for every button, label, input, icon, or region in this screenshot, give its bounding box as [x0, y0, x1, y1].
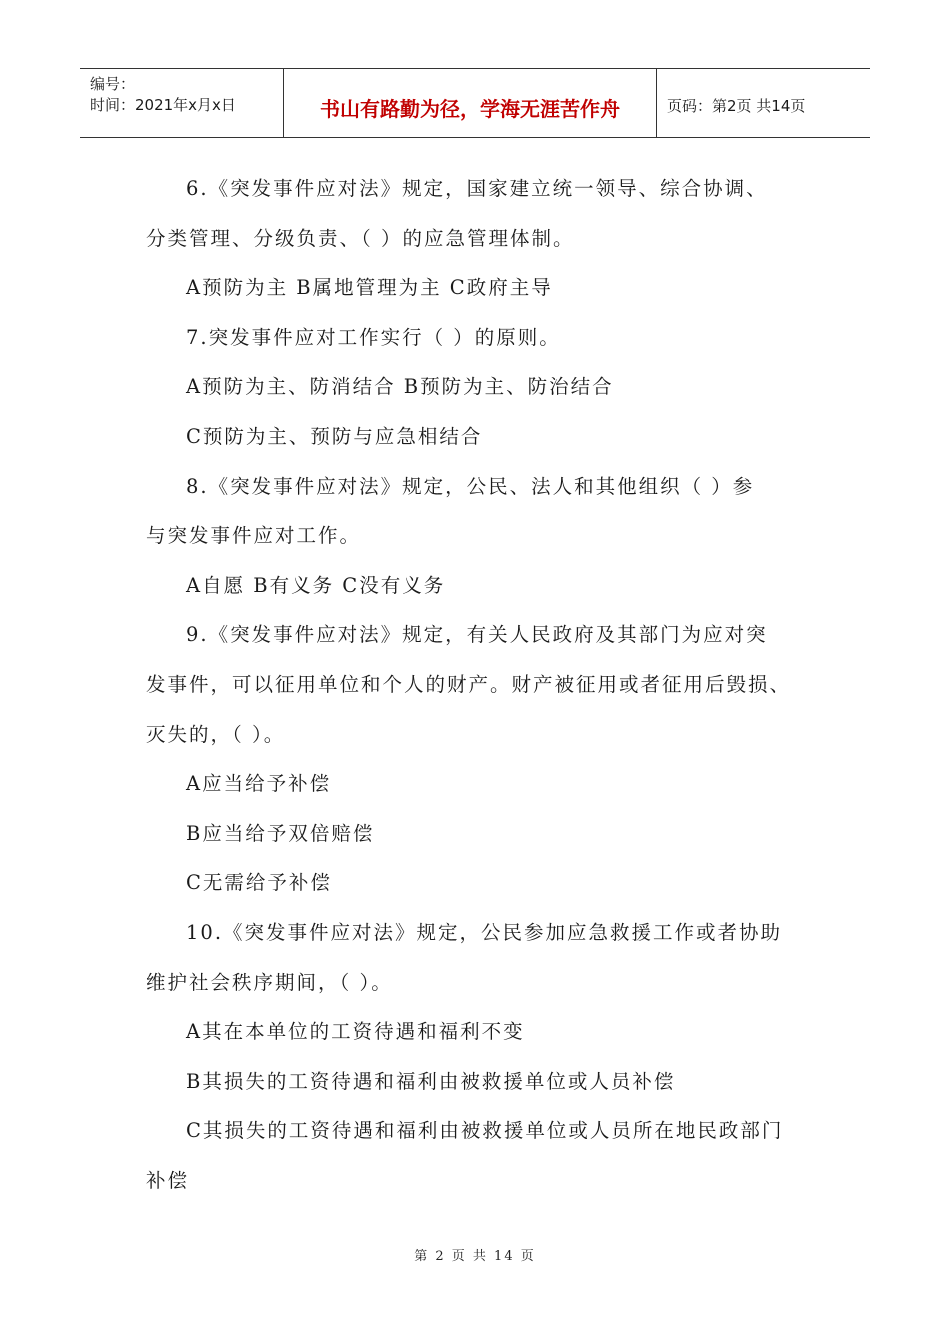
text-line: 补偿	[146, 1168, 190, 1192]
text-line: 6.《突发事件应对法》规定，国家建立统一领导、综合协调、	[186, 177, 768, 200]
text-line: A应当给予补偿	[186, 772, 332, 796]
text-line: A自愿 B有义务 C没有义务	[186, 573, 446, 597]
text-line: B应当给予双倍赔偿	[186, 821, 375, 845]
document-body	[146, 164, 826, 1205]
text-line: 发事件，可以征用单位和个人的财产。财产被征用或者征用后毁损、	[146, 672, 792, 696]
text-line: A其在本单位的工资待遇和福利不变	[186, 1020, 525, 1044]
text-line: 9.《突发事件应对法》规定，有关人民政府及其部门为应对突	[186, 623, 768, 647]
text-line: 分类管理、分级负责、（ ）的应急管理体制。	[146, 226, 575, 250]
text-line: 8.《突发事件应对法》规定，公民、法人和其他组织（ ）参	[186, 474, 755, 498]
text-line: B其损失的工资待遇和福利由被救援单位或人员补偿	[186, 1069, 676, 1093]
text-line: 灭失的，（ ）。	[146, 722, 286, 746]
header-meta	[80, 69, 283, 137]
text-line: C预防为主、预防与应急相结合	[186, 424, 483, 448]
text-line: C其损失的工资待遇和福利由被救援单位或人员所在地民政部门	[186, 1119, 784, 1143]
header-motto-cell	[283, 69, 657, 137]
header-page-cell	[657, 69, 870, 137]
text-line: 与突发事件应对工作。	[146, 524, 362, 548]
number-label: 编号：	[90, 75, 136, 93]
text-line: C无需给予补偿	[186, 871, 332, 895]
motto: 书山有路勤为径，学海无涯苦作舟	[320, 97, 620, 121]
text-line: 7.突发事件应对工作实行（ ）的原则。	[186, 325, 561, 349]
page-header	[80, 68, 870, 138]
text-line: A预防为主、防消结合 B预防为主、防治结合	[186, 375, 614, 399]
page-footer: 第 2 页 共 14 页	[414, 1249, 536, 1264]
text-line: 10.《突发事件应对法》规定，公民参加应急救援工作或者协助	[186, 920, 783, 944]
time-label: 时间：2021年x月x日	[90, 96, 236, 114]
text-line: 维护社会秩序期间，（ ）。	[146, 970, 393, 994]
page-number-label: 页码：第2页 共14页	[667, 97, 806, 115]
text-line: A预防为主 B属地管理为主 C政府主导	[186, 276, 553, 300]
